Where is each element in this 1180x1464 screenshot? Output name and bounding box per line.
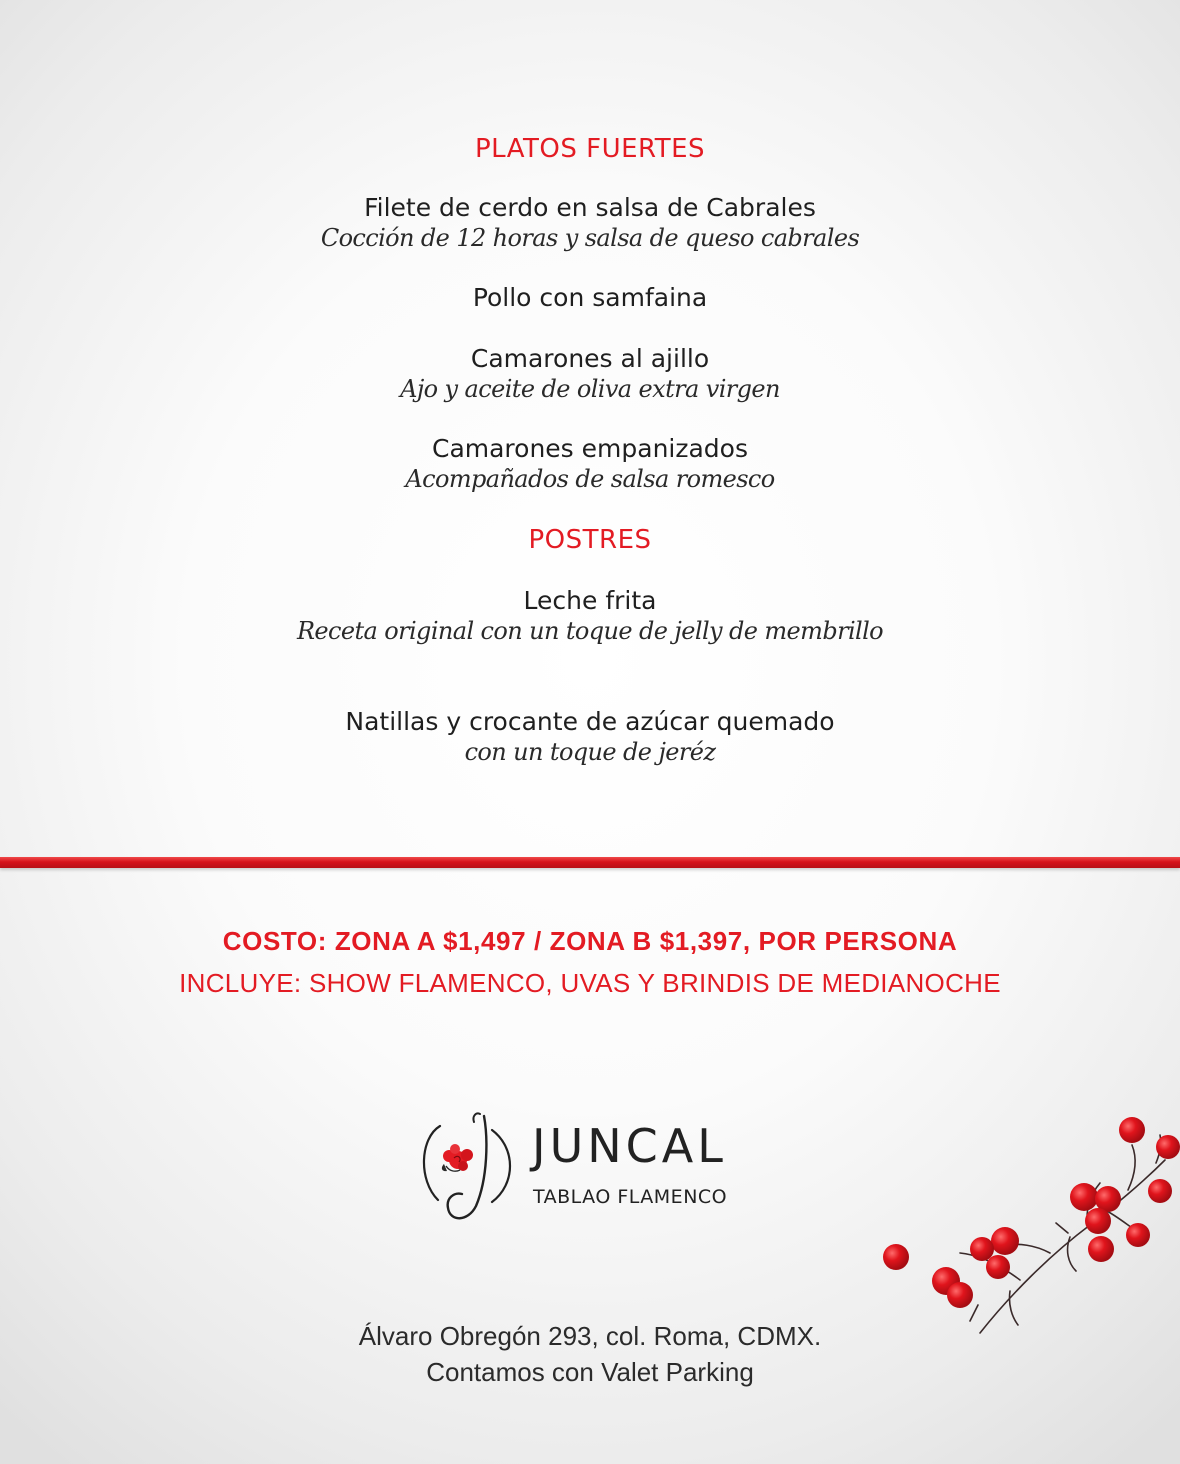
juncal-logo <box>418 1108 778 1228</box>
address-line: Álvaro Obregón 293, col. Roma, CDMX. <box>358 1321 822 1351</box>
dish-name: Natillas y crocante de azúcar quemado <box>345 707 835 736</box>
logo-subtitle: TABLAO FLAMENCO <box>533 1186 728 1208</box>
dish-name: Filete de cerdo en salsa de Cabrales <box>364 193 816 222</box>
parking-line: Contamos con Valet Parking <box>426 1357 754 1387</box>
dish-description: Ajo y aceite de oliva extra virgen <box>400 375 780 403</box>
section-title-postres: POSTRES <box>528 525 652 555</box>
includes-line: INCLUYE: SHOW FLAMENCO, UVAS Y BRINDIS DE MEDIANOCHE <box>179 968 1001 998</box>
dish-description: con un toque de jeréz <box>464 738 716 766</box>
dish-name: Camarones al ajillo <box>470 344 710 373</box>
dish-leche-frita <box>0 586 1180 646</box>
red-divider <box>0 857 1180 868</box>
price-detail: ZONA A $1,497 / ZONA B $1,397, POR PERSONA <box>334 926 958 956</box>
dish-description: Cocción de 12 horas y salsa de queso cabrales <box>320 224 860 252</box>
dish-description: Acompañados de salsa romesco <box>405 465 775 493</box>
dish-description: Receta original con un toque de jelly de membrillo <box>296 617 884 645</box>
price-line <box>0 926 1180 957</box>
flamenco-rose-icon <box>418 1108 522 1228</box>
footer-info <box>0 1318 1180 1390</box>
dish-name: Pollo con samfaina <box>472 283 708 312</box>
dish-pollo-con-samfaina <box>0 283 1180 313</box>
dish-filete-de-cerdo <box>0 193 1180 253</box>
dish-name: Leche frita <box>523 586 657 615</box>
dish-camarones-empanizados <box>0 434 1180 494</box>
dish-name: Camarones empanizados <box>431 434 748 463</box>
dish-camarones-al-ajillo <box>0 344 1180 404</box>
section-title-platos-fuertes: PLATOS FUERTES <box>474 134 706 164</box>
dish-natillas <box>0 707 1180 767</box>
logo-name: JUNCAL <box>532 1119 727 1173</box>
price-label: COSTO: <box>222 926 327 956</box>
